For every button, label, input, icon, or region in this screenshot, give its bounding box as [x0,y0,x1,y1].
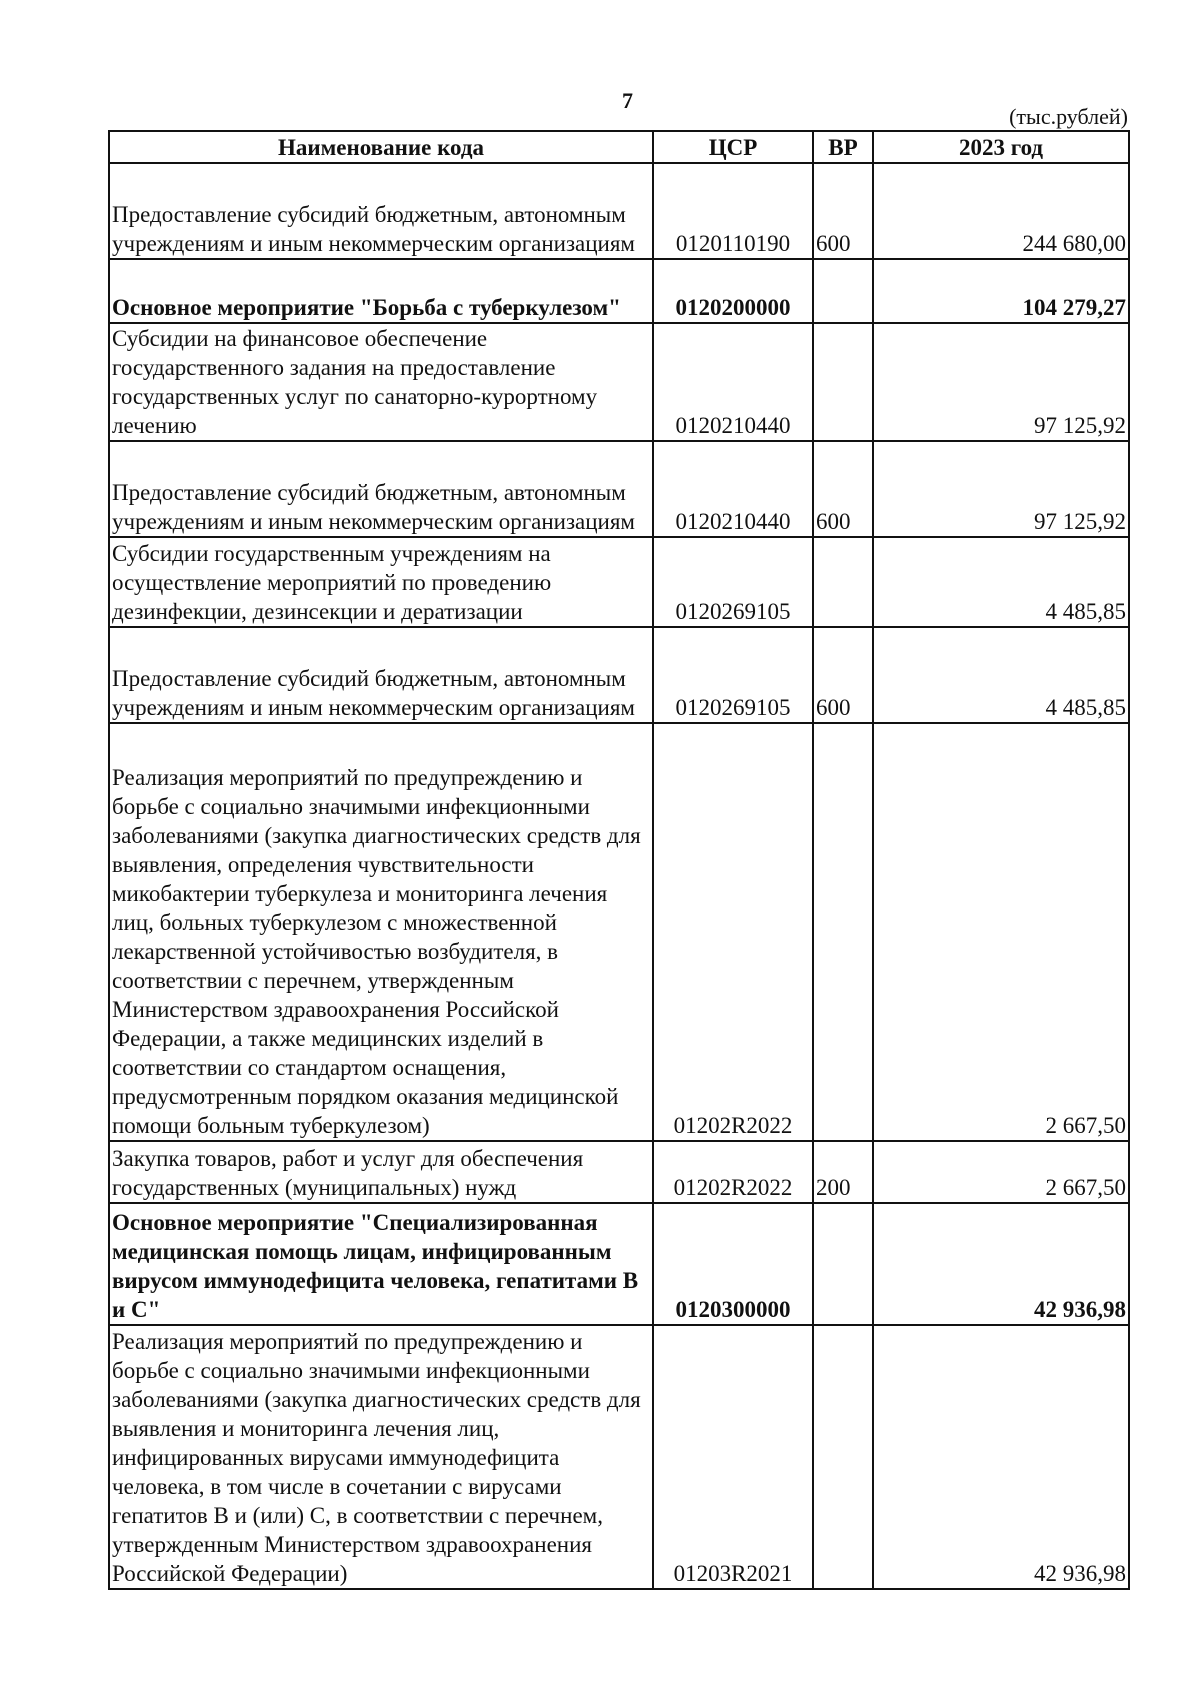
row-name: Основное мероприятие "Борьба с туберкулезом" [109,259,653,323]
header-vr: ВР [813,131,873,163]
table-row [109,723,1129,1141]
table-row [109,323,1129,441]
row-name: Субсидии государственным учреждениям на осуществление мероприятий по проведению дезинфекции, дезинсекции и дератизации [109,537,653,627]
row-name: Субсидии на финансовое обеспечение государственного задания на предоставление государственных услуг по санаторно-курортному лечению [109,323,653,441]
row-name: Закупка товаров, работ и услуг для обеспечения государственных (муниципальных) нужд [109,1141,653,1203]
row-csr: 0120110190 [653,163,813,259]
row-sum: 2 667,50 [873,1141,1129,1203]
table-header-row [109,131,1129,163]
row-name: Предоставление субсидий бюджетным, автономным учреждениям и иным некоммерческим организациям [109,441,653,537]
header-year: 2023 год [873,131,1129,163]
row-name: Реализация мероприятий по предупреждению и борьбе с социально значимыми инфекционными заболеваниями (закупка диагностических средств для выявления и мониторинга лечения лиц, инфицированных вирусами иммунодефицита человека, в том числе в сочетании с вирусами гепатитов В и (или) С, в соответствии с перечнем, утвержденным Министерством здравоохранения Российской Федерации) [109,1325,653,1589]
row-name: Основное мероприятие "Специализированная медицинская помощь лицам, инфицированным вирусом иммунодефицита человека, гепатитами В и С" [109,1203,653,1325]
table-row [109,537,1129,627]
row-sum: 4 485,85 [873,537,1129,627]
table-row [109,441,1129,537]
page-number: 7 [622,88,633,113]
table-row [109,259,1129,323]
row-csr: 01203R2021 [653,1325,813,1589]
row-sum: 104 279,27 [873,259,1129,323]
row-csr: 0120210440 [653,441,813,537]
row-sum: 42 936,98 [873,1325,1129,1589]
row-sum: 42 936,98 [873,1203,1129,1325]
table-row [109,1141,1129,1203]
row-vr [813,537,873,627]
row-vr [813,1203,873,1325]
row-sum: 97 125,92 [873,323,1129,441]
budget-table [108,130,1130,1590]
row-csr: 01202R2022 [653,723,813,1141]
row-name: Предоставление субсидий бюджетным, автономным учреждениям и иным некоммерческим организациям [109,163,653,259]
row-csr: 0120269105 [653,627,813,723]
row-vr [813,323,873,441]
row-csr: 0120269105 [653,537,813,627]
row-name: Реализация мероприятий по предупреждению и борьбе с социально значимыми инфекционными заболеваниями (закупка диагностических средств для выявления, определения чувствительности микобактерии туберкулеза и мониторинга лечения лиц, больных туберкулезом с множественной лекарственной устойчивостью возбудителя, в соответствии с перечнем, утвержденным Министерством здравоохранения Российской Федерации, а также медицинских изделий в соответствии со стандартом оснащения, предусмотренным порядком оказания медицинской помощи больным туберкулезом) [109,723,653,1141]
table-row [109,1203,1129,1325]
table-row [109,1325,1129,1589]
row-sum: 4 485,85 [873,627,1129,723]
row-csr: 0120210440 [653,323,813,441]
row-sum: 244 680,00 [873,163,1129,259]
row-name: Предоставление субсидий бюджетным, автономным учреждениям и иным некоммерческим организациям [109,627,653,723]
row-csr: 0120200000 [653,259,813,323]
row-vr: 600 [813,163,873,259]
header-csr: ЦСР [653,131,813,163]
row-sum: 2 667,50 [873,723,1129,1141]
row-csr: 01202R2022 [653,1141,813,1203]
row-vr [813,1325,873,1589]
units-label: (тыс.рублей) [1009,104,1128,129]
row-vr: 600 [813,441,873,537]
row-csr: 0120300000 [653,1203,813,1325]
header-name: Наименование кода [109,131,653,163]
row-vr [813,259,873,323]
row-sum: 97 125,92 [873,441,1129,537]
row-vr: 200 [813,1141,873,1203]
row-vr: 600 [813,627,873,723]
table-row [109,163,1129,259]
row-vr [813,723,873,1141]
table-row [109,627,1129,723]
